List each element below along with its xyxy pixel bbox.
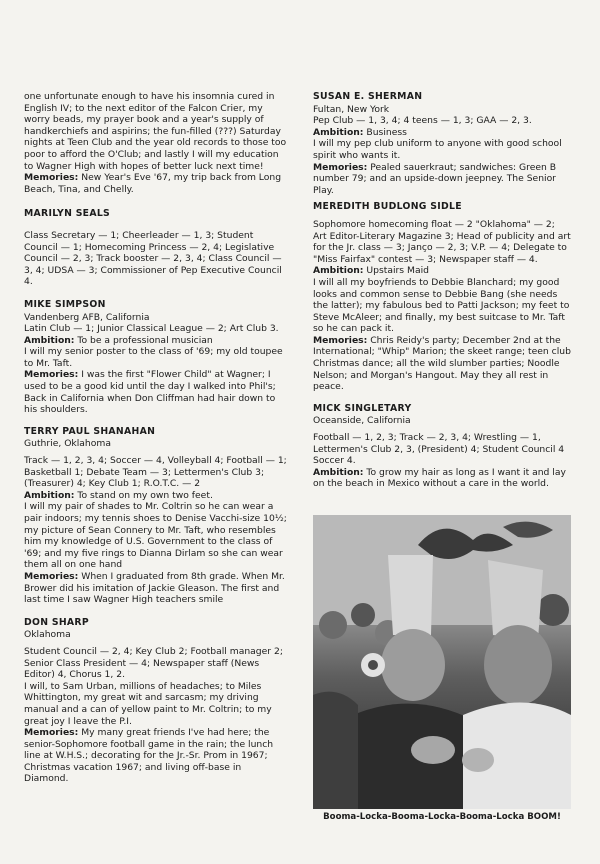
photo-illustration: [313, 515, 571, 809]
ambition: [24, 335, 288, 347]
memories-text: Pealed sauerkraut; sandwiches: Green B number 79; and an upside-down jeepney. The Senior Play.: [313, 161, 557, 196]
activities-text: Track — 1, 2, 3, 4; Soccer — 4, Volleyball 4; Football — 1; Basketball 1; Debate Team — 3; Lettermen's Club 3; (Treasurer) 4; Key Club 1; R.O.T.C. — 2: [24, 455, 287, 490]
activities-text: Latin Club — 1; Junior Classical League — 2; Art Club 3.: [24, 323, 279, 335]
intro-entry: [24, 91, 288, 195]
memories-text: When I graduated from 8th grade. When Mr. Brower did his imitation of Jackie Gleason. The first and last time I saw Wagner High teachers smile: [24, 570, 285, 606]
will-text: I will my senior poster to the class of '69; my old toupee to Mr. Taft.: [24, 346, 283, 369]
ambition-text: To be a professional musician: [77, 334, 213, 346]
left-column: [24, 91, 288, 785]
memories-label: Memories:: [313, 334, 368, 346]
will-text: I will my pep club uniform to anyone with good school spirit who wants it.: [313, 138, 562, 161]
intro-text: one unfortunate enough to have his insomnia cured in English IV; to the next editor of the Falcon Crier, my worry beads, my prayer book and a year's supply of handkerchiefs and aspirins; the fun-filled (???) Saturday nights at Teen Club and the year old records to those too poor to afford the O'Club; and lastly I will my education to Wagner High with hopes of better luck next time!: [24, 91, 287, 172]
hometown: Fultan, New York: [313, 103, 390, 115]
will-text: I will all my boyfriends to Debbie Blanchard; my good looks and common sense to Debbie Bang (she needs the latter); my fabulous bed to Patti Jackson; my feet to Steve McAleer; and finally, my best suitcase to Mr. Taft so he can pack it.: [313, 276, 570, 335]
student-name: DON SHARP: [24, 616, 89, 628]
memories: [313, 335, 571, 393]
memories: [313, 162, 571, 197]
will-text: I will, to Sam Urban, millions of headaches; to Miles Whittington, my great wit and sarcasm; my driving manual and a can of yellow paint to Mr. Coltrin; to my great joy I leave the P.I.: [24, 680, 272, 727]
photo-caption: Booma-Locka-Booma-Locka-Booma-Locka BOOM!: [323, 812, 561, 822]
ambition-text: To stand on my own two feet.: [77, 489, 213, 501]
memories-text: My many great friends I've had here; the senior-Sophomore football game in the rain; the lunch line at W.H.S.; decorating for the Jr.-Sr. Prom in 1967; Christmas vacation 1967; and living off-base in Diamond.: [24, 727, 274, 785]
student-name: MICK SINGLETARY: [313, 402, 412, 414]
ambition: [313, 265, 571, 277]
student-name: TERRY PAUL SHANAHAN: [24, 425, 156, 437]
memories: [24, 727, 288, 785]
ambition-label: Ambition:: [313, 466, 364, 478]
memories-text: New Year's Eve '67, my trip back from Long Beach, Tina, and Chelly.: [24, 172, 282, 195]
activities-text: Football — 1, 2, 3; Track — 2, 3, 4; Wrestling — 1, Lettermen's Club 2, 3, (President) 4; Student Council 4 Soccer 4.: [313, 432, 565, 467]
student-name: SUSAN E. SHERMAN: [313, 91, 423, 102]
memories-label: Memories:: [313, 161, 368, 173]
will-text: I will my pair of shades to Mr. Coltrin so he can wear a pair indoors; my tennis shoes to Denise Vacchi-size 10½; my picture of Sean Connery to Mr. Taft, who resembles him my knowledge of U.S. Government to the class of '69; and my five rings to Dianna Dirlam so she can wear them all on one hand: [24, 501, 287, 571]
entry-mike-simpson: [24, 299, 288, 416]
ambition-text: To grow my hair as long as I want it and lay on the beach in Mexico without a care in the world.: [313, 466, 566, 490]
ambition: [313, 127, 571, 139]
activities-text: Pep Club — 1, 3, 4; 4 teens — 1, 3; GAA — 2, 3.: [313, 115, 532, 127]
memories-label: Memories:: [24, 369, 79, 381]
activities-text: Sophomore homecoming float — 2 "Oklahoma" — 2; Art Editor-Literary Magazine 3; Head of publicity and art for the Jr. class — 3; Janço — 2, 3; V.P. — 4; Delegate to "Miss Fairfax" contest — 3; Newspaper staff — 4.: [313, 218, 571, 265]
student-name: MIKE SIMPSON: [24, 298, 106, 310]
ambition-label: Ambition:: [24, 334, 75, 346]
cheering-crowd-photo: [313, 515, 571, 809]
entry-marilyn-seals: [24, 208, 288, 288]
intro-memories: [24, 172, 288, 195]
ambition-label: Ambition:: [313, 265, 364, 277]
hometown: Oklahoma: [24, 629, 71, 641]
entry-mick-singletary: [313, 403, 571, 490]
ambition-label: Ambition:: [313, 126, 364, 138]
memories: [24, 571, 288, 606]
hometown: Vandenberg AFB, California: [24, 311, 150, 323]
ambition-text: Business: [366, 126, 407, 138]
memories-label: Memories:: [24, 727, 79, 739]
ambition-text: Upstairs Maid: [366, 265, 429, 277]
memories: [24, 369, 288, 415]
entry-don-sharp: [24, 617, 288, 785]
memories-text: Chris Reidy's party; December 2nd at the International; "Whip" Marion; the skeet range; teen club Christmas dance; all the wild slumber parties; Noodle Nelson; and Morgan's Hangout. May they all rest in peace.: [313, 334, 571, 393]
memories-label: Memories:: [24, 570, 79, 582]
memories-text: I was the first "Flower Child" at Wagner; I used to be a good kid until the day I walked into Phil's; Back in California when Don Cliffman had hair down to his shoulders.: [24, 369, 276, 416]
activities-text: Class Secretary — 1; Cheerleader — 1, 3; Student Council — 1; Homecoming Princess — 2, 4; Legislative Council — 2, 3; Track booster — 2, 3, 4; Class Council — 3, 4; UDSA — 3; Commissioner of Pep Executive Council 4.: [24, 229, 282, 288]
hometown: Guthrie, Oklahoma: [24, 438, 111, 450]
student-name: MARILYN SEALS: [24, 208, 111, 220]
right-column: [313, 91, 571, 490]
ambition: [24, 490, 288, 502]
entry-susan-sherman: [313, 91, 571, 196]
ambition: [313, 467, 571, 490]
hometown: Oceanside, California: [313, 415, 411, 427]
entry-terry-shanahan: [24, 426, 288, 606]
student-name: MEREDITH BUDLONG SIDLE: [313, 201, 462, 213]
memories-label: Memories:: [24, 172, 79, 184]
entry-meredith-sidle: [313, 201, 571, 393]
ambition-label: Ambition:: [24, 489, 75, 501]
activities-text: Student Council — 2, 4; Key Club 2; Football manager 2; Senior Class President — 4; Newspaper staff (News Editor) 4, Chorus 1, 2.: [24, 645, 283, 681]
